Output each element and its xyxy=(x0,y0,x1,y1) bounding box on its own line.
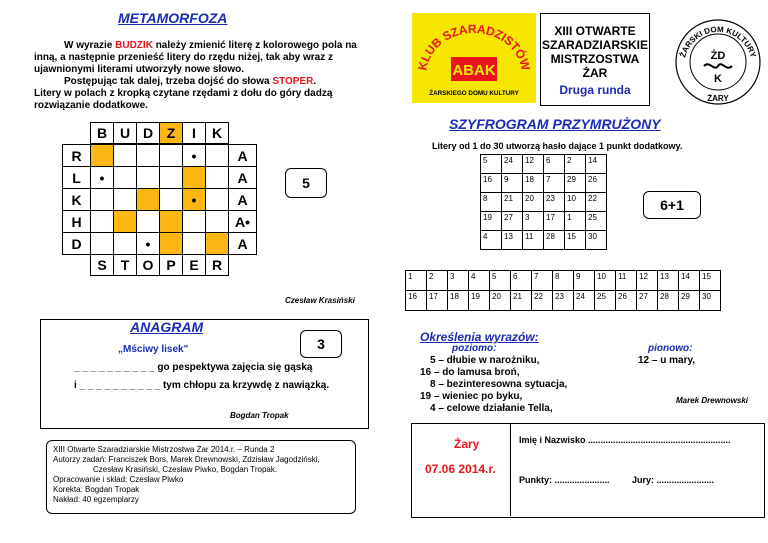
credits-line: Opracowanie i skład: Czesław Piwko xyxy=(53,475,184,484)
letter-cell[interactable] xyxy=(114,145,137,167)
letter-cell[interactable] xyxy=(114,189,137,211)
cipher-cell[interactable]: 4 xyxy=(481,231,502,250)
cipher-cell[interactable]: 12 xyxy=(523,155,544,174)
row-right-letter xyxy=(229,167,257,189)
dotted-letter-cell[interactable]: • xyxy=(183,145,206,167)
metamorfoza-row xyxy=(63,211,257,233)
credits-line: Czesław Krasiński, Czesław Piwko, Bogdan Tropak. xyxy=(93,465,278,474)
credits-line: Autorzy zadań: Franciszek Bors, Marek Drewnowski, Zdzisław Jagodziński, xyxy=(53,455,320,464)
top-row-letter: K xyxy=(206,123,229,144)
cipher-row xyxy=(481,155,607,174)
answer-cell[interactable]: 11 xyxy=(616,271,637,291)
header-line-1: XIII OTWARTE xyxy=(554,24,636,38)
anagram-title: ANAGRAM xyxy=(130,319,204,335)
metamorfoza-grid xyxy=(62,144,257,255)
abak-bottom-text: ŻARSKIEGO DOMU KULTURY xyxy=(429,90,519,97)
cipher-cell[interactable]: 16 xyxy=(481,174,502,193)
answer-cell[interactable]: 3 xyxy=(448,271,469,291)
cipher-grid xyxy=(480,154,607,250)
answer-blank[interactable]: _ _ _ _ _ _ _ _ _ _ xyxy=(74,362,155,373)
jury-field[interactable]: Jury: ....................... xyxy=(632,475,715,485)
clue-item: 8 – bezinteresowna sytuacja, xyxy=(430,379,568,390)
event-place: Żary xyxy=(454,437,480,451)
letter-cell[interactable] xyxy=(206,145,229,167)
answer-cell[interactable]: 12 xyxy=(637,271,658,291)
row-right-letter-text: A xyxy=(234,213,246,230)
answer-cell[interactable]: 23 xyxy=(553,291,574,311)
cipher-cell[interactable]: 22 xyxy=(586,193,607,212)
cipher-cell[interactable]: 3 xyxy=(523,212,544,231)
letter-cell[interactable] xyxy=(91,211,114,233)
zdk-city: ŻARY xyxy=(707,94,729,103)
answer-cell[interactable]: 9 xyxy=(574,271,595,291)
header-round: Druga runda xyxy=(559,83,631,97)
letter-cell[interactable] xyxy=(91,233,114,255)
top-row-letter: B xyxy=(91,123,114,144)
abak-center-text: ABAK xyxy=(452,62,496,79)
answer-cell[interactable]: 30 xyxy=(700,291,721,311)
szyfrogram-note: Litery od 1 do 30 utworzą hasło dające 1 punkt dodatkowy. xyxy=(432,141,683,151)
metamorfoza-instructions xyxy=(34,40,364,112)
answer-cell[interactable]: 2 xyxy=(427,271,448,291)
answer-cell[interactable]: 16 xyxy=(406,291,427,311)
letter-cell[interactable] xyxy=(183,167,206,189)
answer-cell[interactable]: 17 xyxy=(427,291,448,311)
cipher-cell[interactable]: 23 xyxy=(544,193,565,212)
intro-text-2: należy zmienić literę z kolorowego pola na inną, a następnie przenieść litery do rzędu niżej, tak aby wraz z ujawnionymi literami utworzyły nowe słowo. xyxy=(34,40,357,75)
metamorfoza-bottom-row xyxy=(90,254,229,276)
extra-text: Litery w polach z kropką czytane rzędami z dołu do góry dadzą rozwiązanie dodatkowe. xyxy=(34,88,333,111)
metamorfoza-row xyxy=(63,189,257,211)
clue-item: 16 – do lamusa broń, xyxy=(420,367,520,378)
cipher-cell[interactable]: 28 xyxy=(544,231,565,250)
row-left-letter: H xyxy=(63,211,91,233)
letter-cell[interactable] xyxy=(160,211,183,233)
szyfrogram-title: SZYFROGRAM PRZYMRUŻONY xyxy=(449,116,661,132)
abak-arc-text: KLUB SZARADZISTÓW xyxy=(415,21,533,72)
anagram-line-1-text: go pespektywa zajęcia się gąską xyxy=(154,362,313,373)
top-row-letter: I xyxy=(183,123,206,144)
letter-cell[interactable] xyxy=(206,211,229,233)
row-right-letter-text: A xyxy=(237,169,248,186)
answer-grid xyxy=(405,270,721,311)
answer-cell[interactable]: 6 xyxy=(511,271,532,291)
answer-cell[interactable]: 26 xyxy=(616,291,637,311)
points-field[interactable]: Punkty: ...................... xyxy=(519,475,610,485)
cipher-cell[interactable]: 26 xyxy=(586,174,607,193)
metamorfoza-row xyxy=(63,233,257,255)
letter-cell[interactable] xyxy=(114,167,137,189)
credits-line: XIII Otwarte Szaradziarskie Mistrzostwa Żar 2014.r. – Runda 2 xyxy=(53,445,275,454)
cipher-cell[interactable]: 21 xyxy=(502,193,523,212)
event-date: 07.06 2014.r. xyxy=(425,462,496,476)
top-row-letter: Z xyxy=(160,123,183,144)
cipher-row xyxy=(481,193,607,212)
row-right-letter-text: A xyxy=(237,235,248,252)
row-left-letter: L xyxy=(63,167,91,189)
bottom-row-letter: S xyxy=(91,255,114,276)
definitions-title: Określenia wyrazów: xyxy=(420,330,539,344)
top-row-letter: D xyxy=(137,123,160,144)
letter-cell[interactable] xyxy=(183,233,206,255)
letter-cell[interactable] xyxy=(137,211,160,233)
letter-cell[interactable] xyxy=(114,233,137,255)
row-right-dot: • xyxy=(245,213,251,230)
answer-cell[interactable]: 20 xyxy=(490,291,511,311)
answer-cell[interactable]: 10 xyxy=(595,271,616,291)
header-line-2: SZARADZIARSKIE xyxy=(541,38,648,52)
zdk-ring-text: ŻARSKI DOM KULTURY xyxy=(678,24,758,59)
anagram-points-badge: 3 xyxy=(300,330,342,358)
row-left-letter: D xyxy=(63,233,91,255)
bottom-row-letter: R xyxy=(206,255,229,276)
cipher-cell[interactable]: 19 xyxy=(481,212,502,231)
cipher-cell[interactable]: 2 xyxy=(565,155,586,174)
credits-line: Korekta: Bogdan Tropak xyxy=(53,485,140,494)
row-right-letter xyxy=(229,233,257,255)
header-line-3: MISTRZOSTWA xyxy=(550,52,640,66)
bottom-row-letter: T xyxy=(114,255,137,276)
cipher-cell[interactable]: 15 xyxy=(565,231,586,250)
metamorfoza-title: METAMORFOZA xyxy=(118,10,228,26)
metamorfoza-points-badge: 5 xyxy=(285,168,327,198)
szyfrogram-points-badge: 6+1 xyxy=(643,191,701,219)
word-from: BUDZIK xyxy=(115,40,153,51)
anagram-line-2-text: tym chłopu za krzywdę z nawiązką. xyxy=(162,380,330,391)
cipher-cell[interactable]: 18 xyxy=(523,174,544,193)
letter-cell[interactable] xyxy=(160,167,183,189)
cipher-cell[interactable]: 14 xyxy=(586,155,607,174)
bottom-row-letter: E xyxy=(183,255,206,276)
horizontal-label: poziomo: xyxy=(452,343,497,354)
step-text-end: . xyxy=(313,76,317,87)
cipher-cell[interactable]: 27 xyxy=(502,212,523,231)
answer-cell[interactable]: 21 xyxy=(511,291,532,311)
step-text: Postępując tak dalej, trzeba dojść do słowa xyxy=(64,76,273,87)
dotted-letter-cell[interactable]: • xyxy=(183,189,206,211)
letter-cell[interactable] xyxy=(137,145,160,167)
bottom-row-letter: P xyxy=(160,255,183,276)
dotted-letter-cell[interactable]: • xyxy=(91,167,114,189)
row-left-letter: K xyxy=(63,189,91,211)
abak-club-logo xyxy=(412,13,536,103)
anagram-hint: „Mściwy lisek" xyxy=(118,344,189,355)
cipher-cell[interactable]: 24 xyxy=(502,155,523,174)
cipher-row xyxy=(481,231,607,250)
cipher-cell[interactable]: 5 xyxy=(481,155,502,174)
answer-cell[interactable]: 24 xyxy=(574,291,595,311)
answer-cell[interactable]: 25 xyxy=(595,291,616,311)
letter-cell[interactable] xyxy=(160,145,183,167)
anagram-line-2-prefix: i xyxy=(74,380,80,391)
cipher-cell[interactable]: 7 xyxy=(544,174,565,193)
letter-cell[interactable] xyxy=(206,167,229,189)
metamorfoza-row xyxy=(63,145,257,167)
intro-text: W wyrazie xyxy=(64,40,116,51)
letter-cell[interactable] xyxy=(137,189,160,211)
form-divider xyxy=(510,423,511,516)
clue-item: 12 – u mary, xyxy=(638,355,696,366)
cipher-cell[interactable]: 10 xyxy=(565,193,586,212)
letter-cell[interactable] xyxy=(183,211,206,233)
clue-item: 19 – wieniec po byku, xyxy=(420,391,523,402)
letter-cell[interactable] xyxy=(91,145,114,167)
credits-box xyxy=(46,440,356,514)
cipher-cell[interactable]: 11 xyxy=(523,231,544,250)
cipher-row xyxy=(481,174,607,193)
cipher-row xyxy=(481,212,607,231)
top-row-letter: U xyxy=(114,123,137,144)
row-right-letter xyxy=(229,211,257,233)
letter-cell[interactable] xyxy=(91,189,114,211)
header-line-4: ŻAR xyxy=(582,66,608,80)
answer-cell[interactable]: 28 xyxy=(658,291,679,311)
answer-cell[interactable]: 27 xyxy=(637,291,658,311)
vertical-label: pionowo: xyxy=(648,343,693,354)
row-right-letter-text: A xyxy=(237,191,248,208)
zdk-monogram-top: ŻD xyxy=(710,50,726,62)
metamorfoza-author: Czesław Krasiński xyxy=(285,296,355,305)
letter-cell[interactable] xyxy=(160,189,183,211)
answer-cell[interactable]: 4 xyxy=(469,271,490,291)
event-header-box xyxy=(540,13,650,106)
answer-cell[interactable]: 14 xyxy=(679,271,700,291)
anagram-author: Bogdan Tropak xyxy=(230,411,289,420)
metamorfoza-top-row xyxy=(90,122,229,144)
answer-cell[interactable]: 18 xyxy=(448,291,469,311)
letter-cell[interactable] xyxy=(160,233,183,255)
row-right-letter xyxy=(229,145,257,167)
answer-cell[interactable]: 13 xyxy=(658,271,679,291)
letter-cell[interactable] xyxy=(137,167,160,189)
metamorfoza-row xyxy=(63,167,257,189)
cipher-cell[interactable]: 25 xyxy=(586,212,607,231)
answer-cell[interactable]: 7 xyxy=(532,271,553,291)
answer-cell[interactable]: 5 xyxy=(490,271,511,291)
cipher-cell[interactable]: 29 xyxy=(565,174,586,193)
anagram-line-1 xyxy=(74,362,313,373)
cipher-cell[interactable]: 6 xyxy=(544,155,565,174)
row-right-letter-text: A xyxy=(237,147,248,164)
bottom-row-letter: O xyxy=(137,255,160,276)
vertical-clues xyxy=(638,355,695,367)
word-to: STOPER xyxy=(272,76,314,87)
cipher-cell[interactable]: 30 xyxy=(586,231,607,250)
row-right-letter xyxy=(229,189,257,211)
cipher-cell[interactable]: 20 xyxy=(523,193,544,212)
dotted-letter-cell[interactable]: • xyxy=(137,233,160,255)
clue-item: 5 – dłubie w narożniku, xyxy=(430,355,540,366)
cipher-cell[interactable]: 9 xyxy=(502,174,523,193)
horizontal-clues xyxy=(420,355,567,415)
zdk-monogram-bottom: K xyxy=(714,73,722,85)
clue-item: 4 – celowe działanie Tella, xyxy=(430,403,553,414)
letter-cell[interactable] xyxy=(206,233,229,255)
anagram-line-2 xyxy=(74,380,329,391)
answer-cell[interactable]: 8 xyxy=(553,271,574,291)
name-field[interactable]: Imię i Nazwisko ......................................................... xyxy=(519,435,731,445)
answer-cell[interactable]: 1 xyxy=(406,271,427,291)
answer-cell[interactable]: 22 xyxy=(532,291,553,311)
answer-cell[interactable]: 15 xyxy=(700,271,721,291)
zdk-logo xyxy=(672,16,764,108)
row-left-letter: R xyxy=(63,145,91,167)
cipher-cell[interactable]: 1 xyxy=(565,212,586,231)
answer-blank[interactable]: _ _ _ _ _ _ _ _ _ _ xyxy=(79,380,163,391)
letter-cell[interactable] xyxy=(206,189,229,211)
letter-cell[interactable] xyxy=(114,211,137,233)
cipher-cell[interactable]: 8 xyxy=(481,193,502,212)
cipher-cell[interactable]: 13 xyxy=(502,231,523,250)
answer-cell[interactable]: 29 xyxy=(679,291,700,311)
zdk-wave-icon xyxy=(704,64,732,67)
cipher-cell[interactable]: 17 xyxy=(544,212,565,231)
answer-cell[interactable]: 19 xyxy=(469,291,490,311)
credits-line: Nakład: 40 egzemplarzy xyxy=(53,495,139,504)
szyfrogram-author: Marek Drewnowski xyxy=(676,396,749,405)
